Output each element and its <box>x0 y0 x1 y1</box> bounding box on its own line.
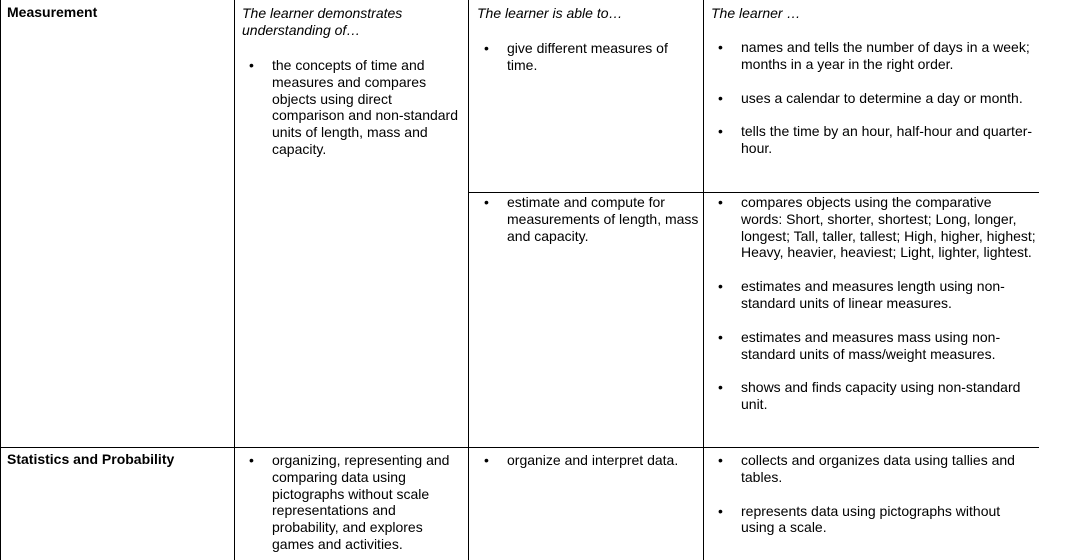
content-standard-cell-stats <box>242 452 464 553</box>
list-item: • shows and finds capacity using non-standard unit. <box>711 379 1036 413</box>
column-divider-1 <box>234 0 235 560</box>
strand-statistics: Statistics and Probability <box>7 451 175 467</box>
competencies-cell-b <box>711 194 1036 413</box>
header-able: The learner is able to… <box>477 5 623 21</box>
list-item: • the concepts of time and measures and compares objects using direct comparison and non-standard units of length, mass and capacity. <box>242 57 464 158</box>
content-standard-cell <box>242 5 464 158</box>
column-divider-2 <box>468 0 469 560</box>
list-item: • estimate and compute for measurements of length, mass and capacity. <box>477 194 699 244</box>
performance-standard-cell-b <box>477 194 699 244</box>
list-item: • represents data using pictographs without using a scale. <box>711 503 1036 537</box>
list-item: • organize and interpret data. <box>477 452 699 469</box>
row-divider-statistics <box>0 447 1039 448</box>
performance-standard-cell <box>477 5 699 74</box>
competencies-cell-stats <box>711 452 1036 536</box>
list-item: • estimates and measures mass using non-standard units of mass/weight measures. <box>711 329 1036 363</box>
list-item: • uses a calendar to determine a day or month. <box>711 90 1036 107</box>
competencies-cell <box>711 5 1036 157</box>
strand-measurement: Measurement <box>7 4 98 20</box>
performance-standard-cell-stats <box>477 452 699 469</box>
list-item: • estimates and measures length using non-standard units of linear measures. <box>711 278 1036 312</box>
table-border-left <box>0 0 1 560</box>
column-divider-3 <box>703 0 704 560</box>
list-item: • give different measures of time. <box>477 40 699 74</box>
row-divider-partial <box>468 192 1039 193</box>
header-learner: The learner … <box>711 5 801 21</box>
list-item: • compares objects using the comparative words: Short, shorter, shortest; Long, longer, longest; Tall, taller, tallest; High, higher, highest; Heavy, heavier, heaviest; Light, lighter, lightest. <box>711 194 1036 261</box>
list-item: • collects and organizes data using tallies and tables. <box>711 452 1036 486</box>
list-item: • names and tells the number of days in a week; months in a year in the right order. <box>711 39 1036 73</box>
header-understanding: The learner demonstrates understanding of… <box>242 5 403 38</box>
list-item: • organizing, representing and comparing data using pictographs without scale representations and probability, and explores games and activities. <box>242 452 464 553</box>
list-item: • tells the time by an hour, half-hour and quarter-hour. <box>711 123 1036 157</box>
